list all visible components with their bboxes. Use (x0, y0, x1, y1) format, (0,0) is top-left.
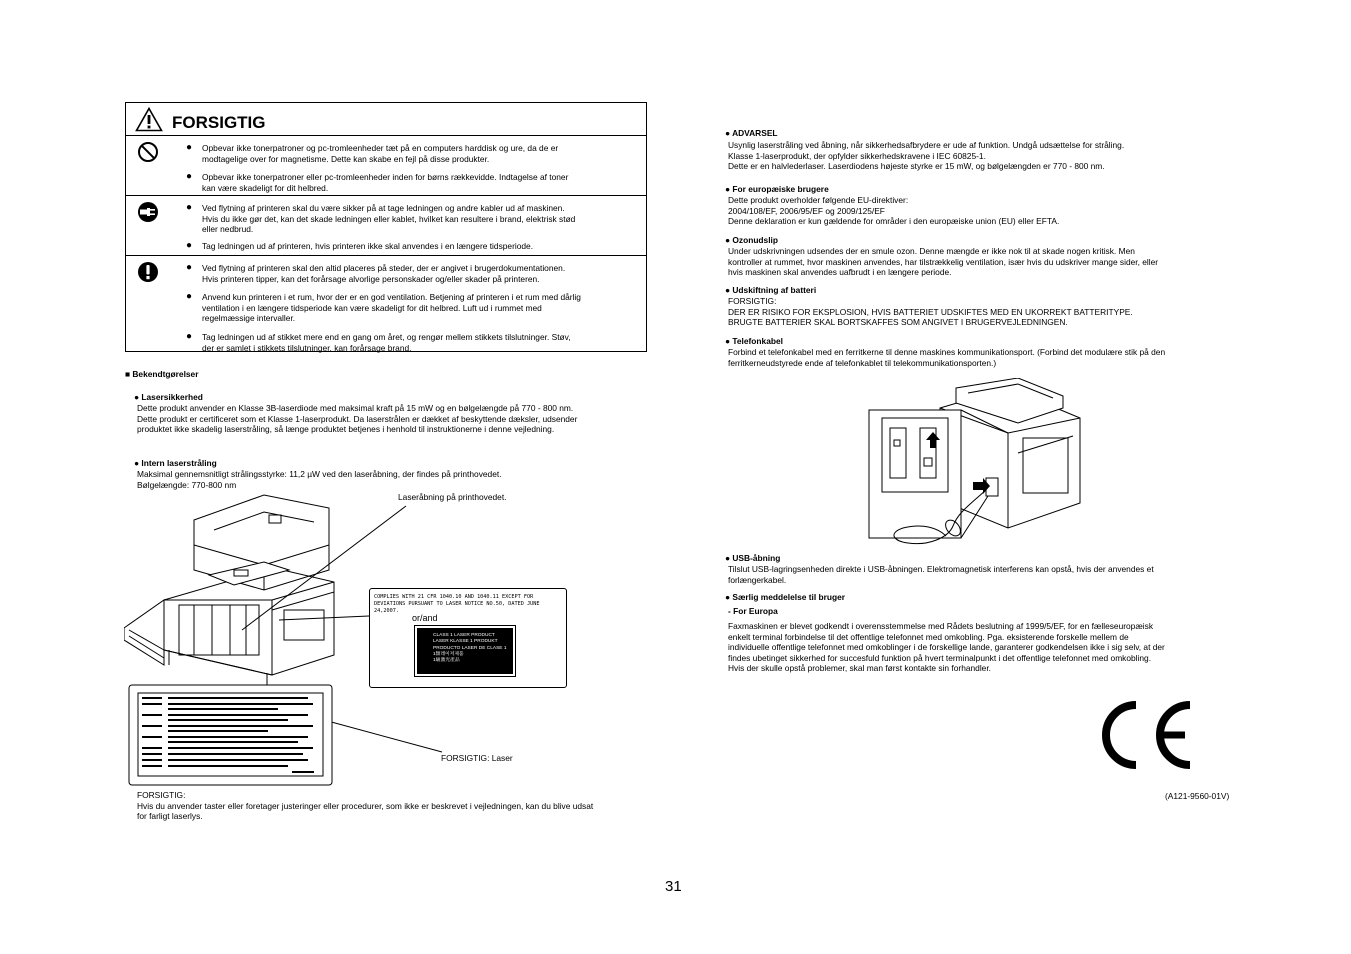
eu-text: Dette produkt overholder følgende EU-direktiver: 2004/108/EF, 2006/95/EF og 2009/125/EF Denne deklaration er kun gældende for områder i den europæiske union (EU) eller EFTA. (728, 195, 1060, 227)
advarsel-title: ● ADVARSEL (725, 128, 778, 138)
battery-text: FORSIGTIG: DER ER RISIKO FOR EKSPLOSION, HVIS BATTERIET UDSKIFTES MED EN UKORREKT BATTERITYPE. BRUGTE BATTERIER SKAL BORTSKAFFES SOM ANGIVET I BRUGERVEJLEDNINGEN. (728, 296, 1133, 328)
internal-laser-text: Maksimal gennemsnitligt strålingsstyrke: 11,2 µW ved den laseråbning, der findes på printhovedet. Bølgelængde: 770-800 nm (137, 469, 502, 490)
compliance-label (369, 588, 567, 688)
bullet-icon: ● (186, 202, 193, 213)
unplug-icon (137, 201, 159, 223)
usb-title: ● USB-åbning (725, 553, 781, 563)
caution-box (125, 102, 647, 352)
europe-title: - For Europa (728, 606, 778, 616)
caution-section-unplug (126, 195, 646, 256)
internal-laser-title: ● Intern laserstråling (134, 458, 217, 468)
laser-safety-title: ● Lasersikkerhed (134, 392, 203, 402)
exclamation-icon (137, 261, 159, 283)
caution-section-prohibited (126, 135, 646, 196)
caution-item-text: Tag ledningen ud af printeren, hvis printeren ikke skal anvendes i en længere tidsperiode. (202, 241, 534, 251)
notices-heading: ■ Bekendtgørelser (125, 369, 199, 379)
phone-cable-text: Forbind et telefonkabel med en ferritkerne til denne maskines kommunikationsport. (Forbind det modulære stik på den ferritkerneudstyrede ende af telefonkablet til telekommunikationsporten.) (728, 347, 1166, 368)
ce-mark-icon (1093, 700, 1193, 770)
ozon-text: Under udskrivningen udsendes der en smule ozon. Denne mængde er ikke nok til at skade nogen kritisk. Men kontroller at rummet, hvor maskinen anvendes, har tilstrækkelig ventilation, især hvis du udskriver mange sider, eller hvis maskinen skal anvendes uafbrudt i en længere periode. (728, 246, 1159, 278)
advarsel-text: Usynlig laserstråling ved åbning, når sikkerhedsafbrydere er ude af funktion. Undgå udsættelse for stråling. Klasse 1-laserprodukt, der opfylder sikkerhedskravene i IEC 60825-1. Dette er en halvlederlaser. Laserdiodens højeste styrke er 15 mW, og bølgelængden er 770 - 800 nm. (728, 140, 1125, 172)
bullet-icon: ● (186, 262, 193, 273)
caution-item-text: Ved flytning af printeren skal du være sikker på at tage ledningen og andre kabler ud af maskinen. Hvis du ikke gør det, kan det skade ledningen eller kablet, hvilket kan resultere i brand, elektrisk stød eller nedbrud. (202, 203, 576, 235)
usb-text: Tilslut USB-lagringsenheden direkte i USB-åbningen. Elektromagnetisk interferens kan opstå, hvis der anvendes et forlængerkabel. (728, 564, 1154, 585)
battery-title: ● Udskiftning af batteri (725, 285, 817, 295)
caution-title: FORSIGTIG (172, 113, 266, 132)
or-and-text: or/and (412, 613, 438, 623)
class1-label-frame (414, 625, 516, 677)
warning-triangle-icon (135, 107, 163, 132)
ozon-title: ● Ozonudslip (725, 235, 778, 245)
document-code: (A121-9560-01V) (1165, 791, 1230, 801)
compliance-text: COMPLIES WITH 21 CFR 1040.10 AND 1040.11 EXCEPT FOR DEVIATIONS PURSUANT TO LASER NOTICE NO.50, DATED JUNE 24,2007. (374, 594, 540, 614)
page-number: 31 (665, 878, 682, 895)
bullet-icon: ● (186, 331, 193, 342)
bullet-icon: ● (186, 240, 193, 251)
bullet-icon: ● (186, 291, 193, 302)
callout-laser-caution: FORSIGTIG: Laser (441, 753, 513, 763)
phone-cable-illustration (868, 378, 1084, 550)
laser-safety-text: Dette produkt anvender en Klasse 3B-laserdiode med maksimal kraft på 15 mW og en bølgelængde på 770 - 800 nm. Dette produkt er certificeret som et Klasse 1-laserprodukt. Da laserstrålen er dækket af beskyttende dæksler, udsender produktet ikke skadelig laserstråling, så længe produktet betjenes i henhold til instruktionerne i denne vejledning. (137, 403, 578, 435)
caution-header (126, 103, 646, 136)
caution-section-exclamation (126, 255, 646, 351)
bullet-icon: ● (186, 142, 193, 153)
class1-text: CLASS 1 LASER PRODUCT LASER KLASSE 1 PRODUKT PRODUCTO LASER DE CLASE 1 1類레이저제품 1級激光產品 (433, 633, 507, 664)
caution-item-text: Opbevar ikke tonerpatroner eller pc-tromleenheder inden for børns rækkevidde. Indtagelse af toner kan være skadeligt for dit helbred. (202, 172, 569, 193)
phone-cable-title: ● Telefonkabel (725, 336, 783, 346)
caution-item-text: Opbevar ikke tonerpatroner og pc-tromleenheder tæt på en computers harddisk og ure, da de er modtagelige over for magnetisme. Dette kan skabe en fejl på disse produkter. (202, 143, 559, 164)
callout-laser-aperture: Laseråbning på printhovedet. (398, 492, 507, 502)
bullet-icon: ● (186, 171, 193, 182)
caution-item-text: Anvend kun printeren i et rum, hvor der er en god ventilation. Betjening af printeren i et rum med dårlig ventilation i en længere tidsperiode kan være skadeligt for dit helbred. Luft ud i rummet med regelmæssige intervaller. (202, 292, 581, 324)
footer-caution-text: FORSIGTIG: Hvis du anvender taster eller foretager justeringer eller procedurer, som ikke er beskrevet i vejledningen, kan du blive udsat for farligt laserlys. (137, 790, 594, 822)
caution-item-text: Tag ledningen ud af stikket mere end en gang om året, og rengør mellem stikkets tilslutninger. Støv, der er samlet i stikkets tilslutninger, kan forårsage brand. (202, 332, 571, 353)
prohibited-icon (137, 141, 159, 163)
class1-label (417, 628, 513, 674)
special-notice-title: ● Særlig meddelelse til bruger (725, 592, 846, 602)
europe-text: Faxmaskinen er blevet godkendt i overensstemmelse med Rådets beslutning af 1999/5/EF, for en fælleseuropæisk enkelt terminal forbindelse til det offentlige telefonnet med omkobling. Pga. eksisterende forskelle mellem de individuelle offentlige telefonnet med omkoblinger i de forskellige lande, garanterer godkendelsen ikke i sig selv, at der findes ubetinget sikkerhed for succesfuld funktion på hvert terminalpunkt i det offentlige telefonnet med omkobling. Hvis der skulle opstå problemer, skal man først kontakte sin forhandler. (728, 621, 1165, 674)
eu-title: ● For europæiske brugere (725, 184, 829, 194)
caution-item-text: Ved flytning af printeren skal den altid placeres på steder, der er angivet i brugerdokumentationen. Hvis printeren tipper, kan det forårsage alvorlige personskader og/eller skader på printeren. (202, 263, 566, 284)
